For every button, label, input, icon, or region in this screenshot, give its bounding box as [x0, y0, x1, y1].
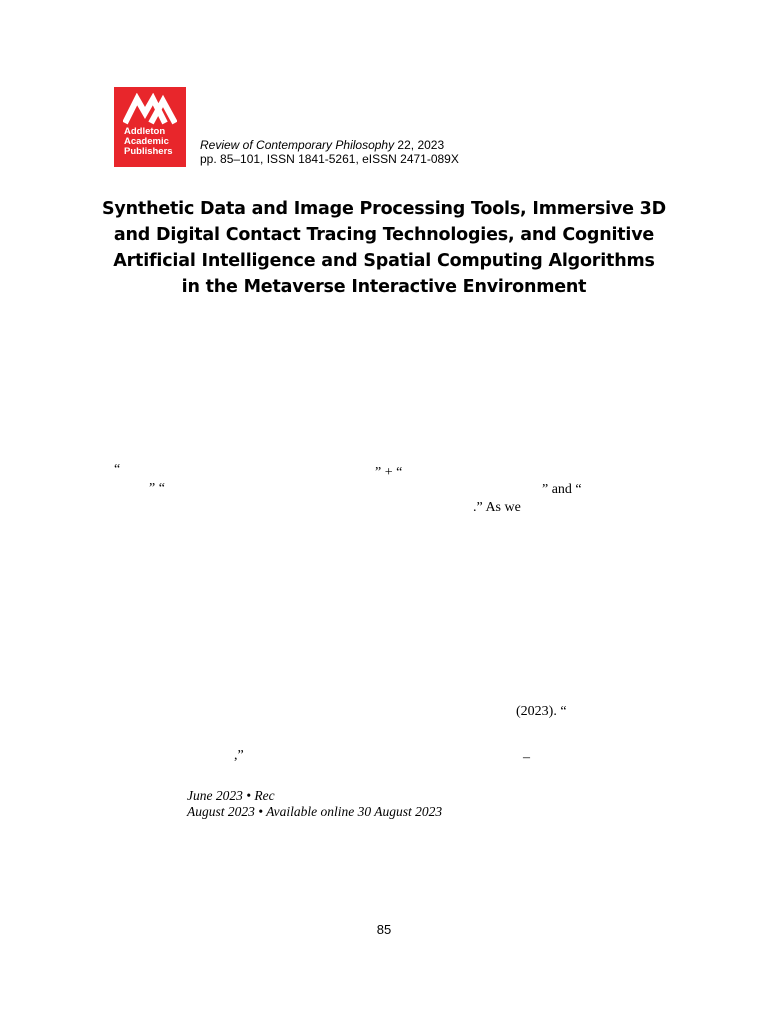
body-text-fragment: ” “ [149, 481, 165, 496]
publisher-name-line: Academic [124, 136, 169, 147]
dates-line: June 2023 • Rec [187, 788, 275, 803]
journal-volume: 22, 2023 [394, 138, 445, 152]
journal-details: pp. 85–101, ISSN 1841-5261, eISSN 2471-089X [200, 152, 459, 166]
article-dates [187, 788, 442, 820]
title-line: Synthetic Data and Image Processing Tools, Immersive 3D [102, 199, 666, 219]
body-text-fragment: ,” [234, 748, 244, 763]
publisher-name-line: Addleton [124, 126, 166, 137]
addleton-logo-icon [123, 93, 177, 125]
title-line: Artificial Intelligence and Spatial Computing Algorithms [113, 251, 655, 271]
publisher-logo [114, 87, 186, 167]
body-text-fragment: – [523, 750, 530, 765]
body-text-fragment: ” and “ [542, 482, 582, 497]
page-number: 85 [376, 922, 392, 937]
paper-title [90, 196, 678, 300]
publisher-name-line: Publishers [124, 146, 173, 157]
body-text-fragment: “ [114, 462, 121, 477]
title-line: and Digital Contact Tracing Technologies, and Cognitive [113, 225, 655, 245]
publisher-name [124, 127, 173, 157]
body-text-fragment: (2023). “ [516, 704, 567, 719]
title-line: in the Metaverse Interactive Environment [181, 277, 587, 297]
body-text-fragment: ” + “ [375, 465, 403, 480]
body-text-fragment: .” As we [473, 500, 521, 515]
dates-line: August 2023 • Available online 30 August 2023 [187, 804, 443, 819]
journal-name: Review of Contemporary Philosophy [200, 138, 395, 152]
journal-citation [200, 138, 459, 166]
